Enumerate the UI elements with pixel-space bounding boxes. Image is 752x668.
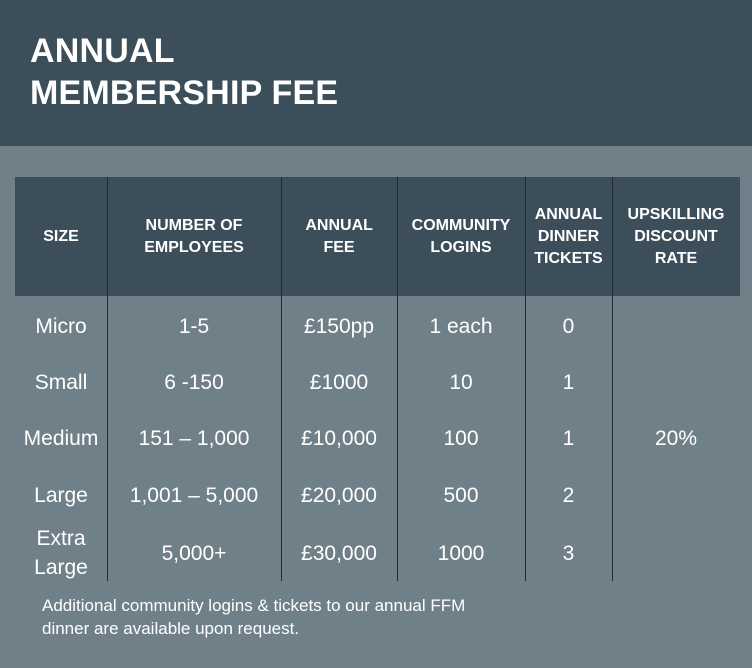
table-cell-logins: 10	[449, 370, 473, 394]
table-cell-logins: 1000	[437, 541, 485, 565]
table-cell-fee: £30,000	[301, 541, 377, 565]
column-header-dinner-tickets: ANNUAL DINNER TICKETS	[534, 205, 603, 267]
table-cell-employees: 151 – 1,000	[138, 426, 250, 450]
column-header-community-logins: COMMUNITY LOGINS	[411, 216, 511, 256]
page-title	[30, 30, 338, 114]
table-cell-logins: 1 each	[429, 314, 493, 338]
table-cell-fee: £150pp	[303, 314, 375, 338]
table-cell-employees: 5,000+	[161, 541, 227, 565]
table-cell-tickets: 2	[562, 483, 575, 507]
table-cell-logins: 500	[443, 483, 479, 507]
table-cell-size: Medium	[23, 426, 99, 450]
table-cell-size: Small	[34, 370, 88, 394]
table-cell-tickets: 1	[562, 426, 575, 450]
table-cell-employees: 1,001 – 5,000	[129, 483, 259, 507]
table-cell-logins: 100	[443, 426, 479, 450]
table-cell-employees: 1-5	[178, 314, 210, 338]
column-header-employees: NUMBER OF EMPLOYEES	[144, 216, 244, 256]
table-cell-tickets: 3	[562, 541, 575, 565]
table-cell-size: Large	[34, 483, 88, 507]
header-banner	[0, 0, 752, 146]
table-cell-fee: £20,000	[301, 483, 377, 507]
table-cell-tickets: 0	[562, 314, 575, 338]
table-cell-fee: £1000	[309, 370, 369, 394]
footnote-text: Additional community logins & tickets to our annual FFM dinner are available upon request.	[42, 596, 466, 638]
discount-rate-value: 20%	[654, 426, 698, 450]
column-header-annual-fee: ANNUAL FEE	[305, 216, 373, 256]
table-cell-tickets: 1	[562, 370, 575, 394]
column-header-discount-rate: UPSKILLING DISCOUNT RATE	[627, 205, 725, 267]
title-line-2: MEMBERSHIP FEE	[30, 74, 339, 112]
title-line-1: ANNUAL	[30, 32, 175, 70]
table-cell-size: Micro	[35, 314, 87, 338]
table-cell-employees: 6 -150	[164, 370, 224, 394]
table-cell-fee: £10,000	[301, 426, 377, 450]
column-header-size: SIZE	[43, 227, 79, 245]
table-cell-size: Extra Large	[34, 527, 88, 579]
